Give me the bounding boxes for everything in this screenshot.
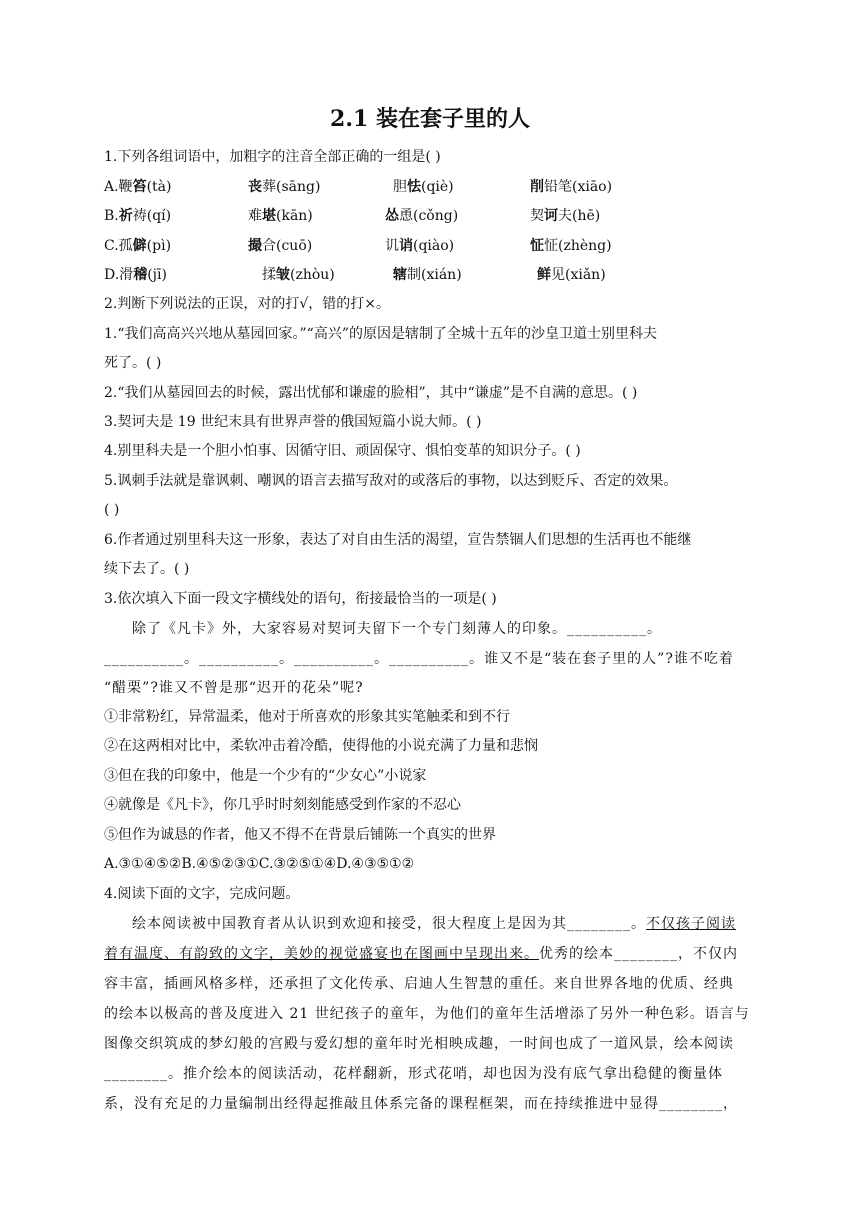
q1-option-b-2: 难堪(kān): [248, 208, 313, 224]
q3-passage-line: __________。__________。__________。__________。谁又不是“装在套子里的人”?谁不吃着: [104, 651, 734, 667]
q2-line: 4.别里科夫是一个胆小怕事、因循守旧、顽固保守、惧怕变革的知识分子。( ): [104, 443, 581, 459]
q4-passage-line: ________。推介绘本的阅读活动，花样翻新，形式花哨，却也因为没有底气拿出稳健的衡量体: [104, 1066, 723, 1082]
q3-item: ①非常粉红，异常温柔，他对于所喜欢的形象其实笔触柔和到不行: [104, 709, 510, 725]
q1-option-c-2: 撮合(cuō): [248, 238, 313, 254]
q4-passage-line: 系，没有充足的力量编制出经得起推敲且体系完备的课程框架，而在持续推进中显得________，: [104, 1096, 738, 1112]
q1-option-a-3: 胆怯(qiè): [393, 179, 454, 195]
q1-option-d-2: 揉皱(zhòu): [262, 267, 335, 283]
q1-option-a-4: 削铅笔(xiāo): [530, 179, 613, 195]
q1-option-c-3: 讥诮(qiào): [385, 238, 455, 254]
q1-option-d-3: 辖制(xián): [393, 267, 462, 283]
q4-passage-line: 的绘本以极高的普及度进入 21 世纪孩子的童年，为他们的童年生活增添了另外一种色彩。语言与: [104, 1006, 750, 1022]
q4-stem: 4.阅读下面的文字，完成问题。: [104, 886, 300, 902]
q2-line: 续下去了。( ): [104, 561, 190, 577]
underlined-text: 不仅孩子阅读: [646, 916, 736, 932]
q3-options: A.③①④⑤②B.④⑤②③①C.③②⑤①④D.④③⑤①②: [104, 856, 415, 872]
q1-option-b-4: 契诃夫(hē): [530, 208, 601, 224]
q1-option-a-2: 丧葬(sāng): [248, 179, 321, 195]
underlined-text: 着有温度、有韵致的文字，美妙的视觉盛宴也在图画中呈现出来。: [104, 946, 539, 962]
q4-passage-line: 着有温度、有韵致的文字，美妙的视觉盛宴也在图画中呈现出来。优秀的绘本________，不仅内: [104, 946, 738, 962]
q3-item: ⑤但作为诚恳的作者，他又不得不在背景后铺陈一个真实的世界: [104, 827, 496, 843]
q1-option-d-4: 鲜见(xiǎn): [537, 267, 606, 283]
q4-passage-line: 容丰富，插画风格多样，还承担了文化传承、启迪人生智慧的重任。来自世界各地的优质、经典: [104, 976, 734, 992]
q1-option-b-1: B.祈祷(qí): [104, 208, 172, 224]
q1-option-c-4: 怔怔(zhèng): [530, 238, 612, 254]
q3-stem: 3.依次填入下面一段文字横线处的语句，衔接最恰当的一项是( ): [104, 591, 497, 607]
q1-option-c-1: C.孤僻(pì): [104, 238, 172, 254]
q3-item: ④就像是《凡卡》，你几乎时时刻刻能感受到作家的不忍心: [104, 797, 461, 813]
q2-line: 死了。( ): [104, 355, 162, 371]
q3-item: ②在这两相对比中，柔软冲击着冷酷，使得他的小说充满了力量和悲悯: [104, 738, 538, 754]
q1-option-a-1: A.鞭笞(tà): [104, 179, 172, 195]
q2-line: 5.讽刺手法就是靠讽刺、嘲讽的语言去描写敌对的或落后的事物，以达到贬斥、否定的效果。: [104, 473, 678, 489]
page-title: 2.1 装在套子里的人: [330, 106, 530, 132]
q2-line: 1.“我们高高兴兴地从墓园回家。”“高兴”的原因是辖制了全城十五年的沙皇卫道士别里科夫: [104, 326, 657, 342]
q1-option-b-3: 怂恿(cǒng): [385, 208, 459, 224]
q4-passage-line: 图像交织筑成的梦幻般的宫殿与爱幻想的童年时光相映成趣，一时间也成了一道风景，绘本阅读: [104, 1036, 734, 1052]
q2-line: ( ): [104, 502, 120, 518]
q2-line: 6.作者通过别里科夫这一形象，表达了对自由生活的渴望，宣告禁锢人们思想的生活再也不能继: [104, 532, 692, 548]
q1-stem: 1.下列各组词语中，加粗字的注音全部正确的一组是( ): [104, 149, 441, 165]
q3-passage-line: “醋栗”?谁又不曾是那“迟开的花朵”呢?: [104, 680, 364, 696]
q2-line: 2.“我们从墓园回去的时候，露出忧郁和谦虚的脸相”，其中“谦虚”是不自满的意思。( ): [104, 385, 638, 401]
q2-line: 3.契诃夫是 19 世纪末具有世界声誉的俄国短篇小说大师。( ): [104, 414, 482, 430]
q4-passage-line: 绘本阅读被中国教育者从认识到欢迎和接受，很大程度上是因为其________。不仅孩子阅读: [132, 916, 736, 932]
q3-item: ③但在我的印象中，他是一个少有的“少女心”小说家: [104, 768, 427, 784]
q1-option-d-1: D.滑稽(jī): [104, 267, 167, 283]
q2-stem: 2.判断下列说法的正误，对的打√，错的打×。: [104, 296, 391, 312]
q3-passage-line: 除了《凡卡》外，大家容易对契诃夫留下一个专门刻薄人的印象。__________。: [132, 621, 662, 637]
